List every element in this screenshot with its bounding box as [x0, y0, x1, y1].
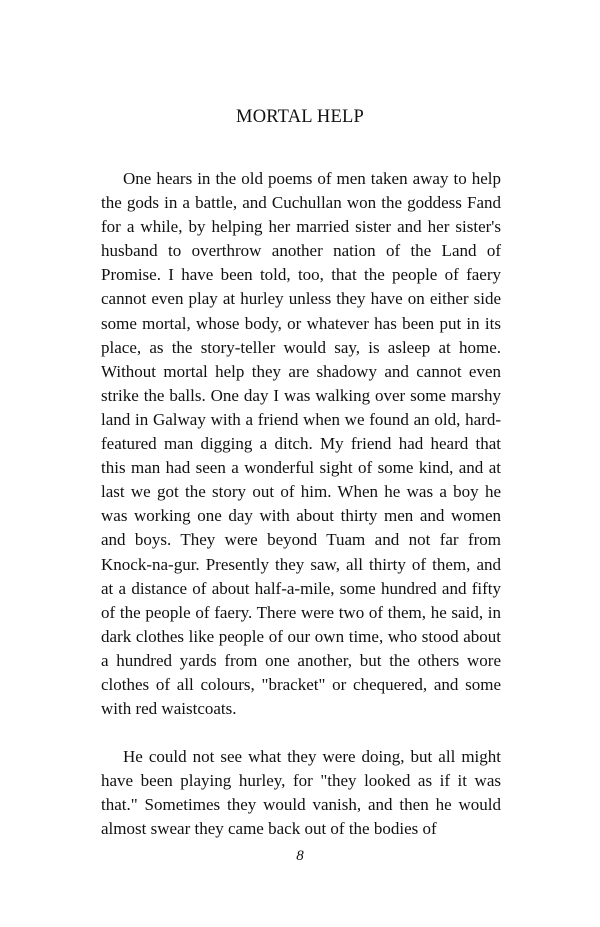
page-number: 8	[296, 848, 304, 864]
body-text	[101, 167, 501, 842]
chapter-title: MORTAL HELP	[236, 107, 364, 127]
paragraph-1: One hears in the old poems of men taken away to help the gods in a battle, and Cuchullan won the goddess Fand for a while, by helping her married sister and her sister's husband to overthrow another nation of the Land of Promise. I have been told, too, that the people of faery cannot even play at hurley unless they have on either side some mortal, whose body, or whatever has been put in its place, as the story-teller would say, is asleep at home. Without mortal help they are shadowy and cannot even strike the balls. One day I was walking over some marshy land in Galway with a friend when we found an old, hard-featured man digging a ditch. My friend had heard that this man had seen a wonderful sight of some kind, and at last we got the story out of him. When he was a boy he was working one day with about thirty men and women and boys. They were beyond Tuam and not far from Knock-na-gur. Presently they saw, all thirty of them, and at a distance of about half-a-mile, some hundred and fifty of the people of faery. There were two of them, he said, in dark clothes like people of our own time, who stood about a hundred yards from one another, but the others wore clothes of all colours, "bracket" or chequered, and some with red waistcoats.	[101, 169, 501, 719]
paragraph-2: He could not see what they were doing, but all might have been playing hurley, for "they looked as if it was that." Sometimes they would vanish, and then he would almost swear they came back out of the bodies of	[101, 747, 501, 839]
